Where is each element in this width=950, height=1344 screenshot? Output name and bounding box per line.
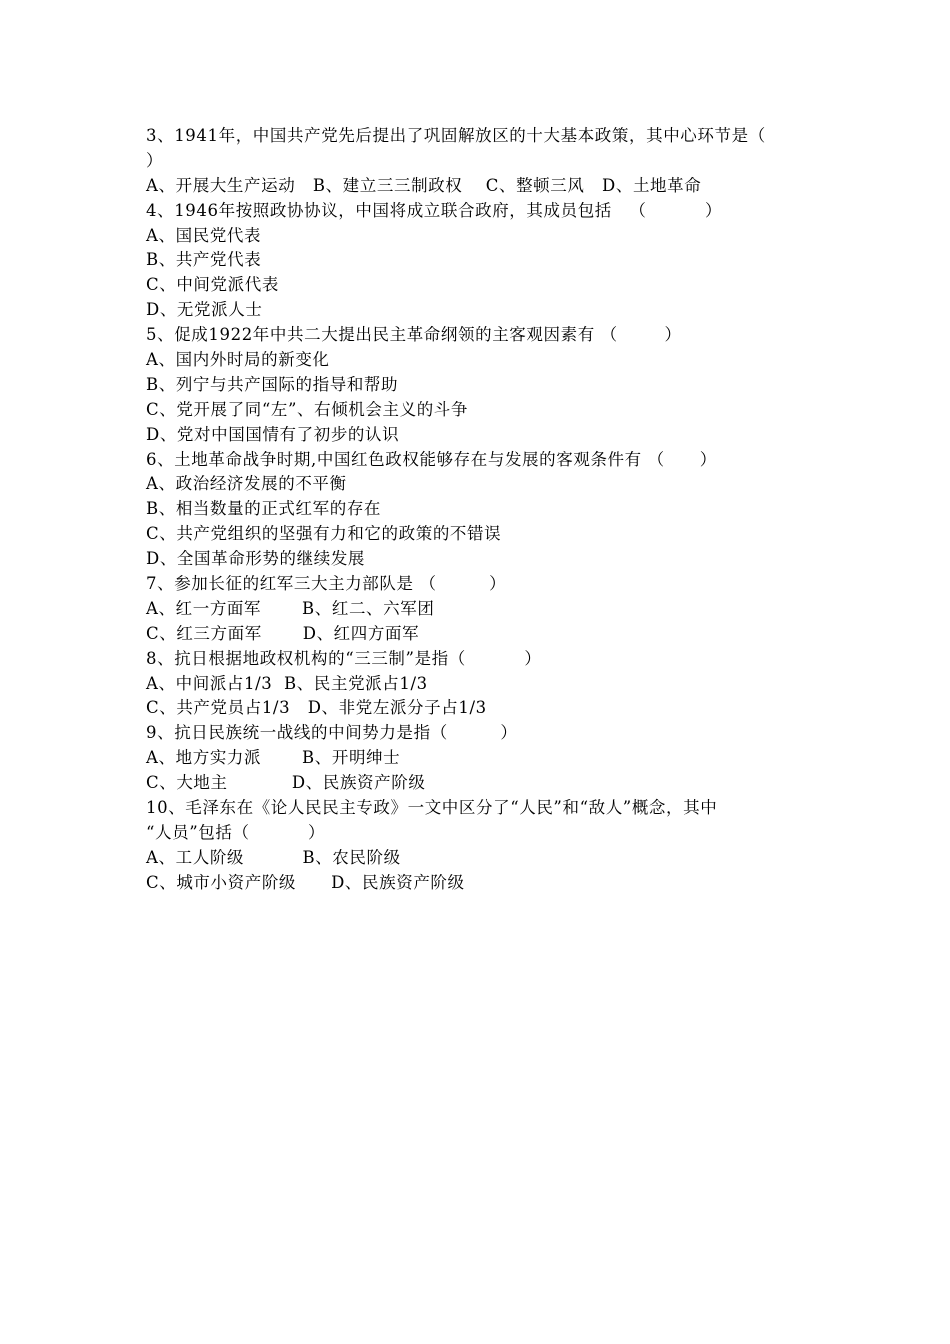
q8-options-ab: A、中间派占1/3 B、民主党派占1/3 (146, 673, 428, 693)
q9-stem: 9、抗日民族统一战线的中间势力是指（ ） (146, 723, 518, 743)
q6-stem: 6、土地革命战争时期,中国红色政权能够存在与发展的客观条件有 （ ） (146, 449, 717, 469)
document-page (146, 124, 816, 896)
q3-stem-continued: ） (146, 150, 164, 170)
q5-option-c: C、党开展了同“左”、右倾机会主义的斗争 (146, 399, 468, 419)
q6-option-a: A、政治经济发展的不平衡 (146, 474, 347, 494)
q8-options-cd: C、共产党员占1/3 D、非党左派分子占1/3 (146, 698, 487, 718)
q7-stem: 7、参加长征的红军三大主力部队是 （ ） (146, 574, 507, 594)
q10-stem-continued: “人员”包括（ ） (146, 822, 326, 842)
q6-option-b: B、相当数量的正式红军的存在 (146, 499, 382, 519)
q5-option-d: D、党对中国国情有了初步的认识 (146, 424, 400, 444)
q3-stem: 3、1941年，中国共产党先后提出了巩固解放区的十大基本政策，其中心环节是（ (146, 126, 766, 145)
q3-options: A、开展大生产运动 B、建立三三制政权 C、整顿三风 D、土地革命 (146, 175, 702, 195)
q7-options-cd: C、红三方面军 D、红四方面军 (146, 623, 420, 643)
q7-options-ab: A、红一方面军 B、红二、六军团 (146, 598, 435, 618)
q5-option-b: B、列宁与共产国际的指导和帮助 (146, 374, 399, 394)
q4-option-a: A、国民党代表 (146, 225, 262, 245)
q10-options-ab: A、工人阶级 B、农民阶级 (146, 847, 401, 867)
q4-option-b: B、共产党代表 (146, 250, 262, 270)
q10-options-cd: C、城市小资产阶级 D、民族资产阶级 (146, 872, 465, 892)
q8-stem: 8、抗日根据地政权机构的“三三制”是指（ ） (146, 648, 542, 668)
q5-stem: 5、促成1922年中共二大提出民主革命纲领的主客观因素有 （ ） (146, 325, 682, 345)
q4-stem: 4、1946年按照政协协议，中国将成立联合政府，其成员包括 （ ） (146, 200, 723, 220)
q6-option-d: D、全国革命形势的继续发展 (146, 549, 366, 569)
q6-option-c: C、共产党组织的坚强有力和它的政策的不错误 (146, 524, 502, 544)
q4-option-d: D、无党派人士 (146, 300, 263, 320)
q4-option-c: C、中间党派代表 (146, 275, 279, 295)
q10-stem: 10、毛泽东在《论人民民主专政》一文中区分了“人民”和“敌人”概念，其中 (146, 798, 718, 818)
q5-option-a: A、国内外时局的新变化 (146, 350, 330, 370)
q9-options-cd: C、大地主 D、民族资产阶级 (146, 773, 426, 793)
q9-options-ab: A、地方实力派 B、开明绅士 (146, 748, 401, 768)
